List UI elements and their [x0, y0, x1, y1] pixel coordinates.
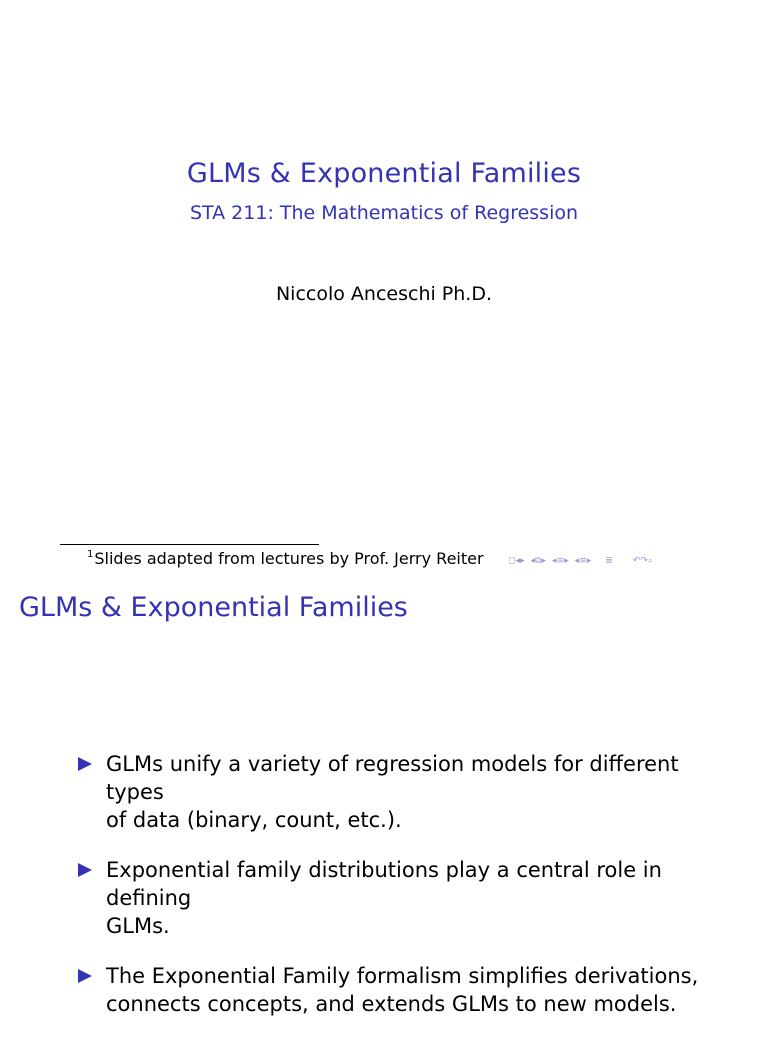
bullet-text-line: connects concepts, and extends GLMs to new models. [106, 992, 677, 1016]
frame-title: GLMs & Exponential Families [19, 592, 408, 623]
nav-left-icon[interactable]: ◂ [515, 556, 521, 566]
author-name: Niccolo Anceschi Ph.D. [275, 283, 493, 305]
list-item [78, 856, 718, 940]
bullet-list [78, 750, 718, 1040]
nav-right-icon[interactable]: ▸ [586, 556, 592, 566]
beamer-navigation-bar [508, 556, 653, 566]
subsection-icon[interactable]: ≡ [556, 556, 565, 566]
footnote [87, 549, 502, 568]
frame-icon[interactable]: ⧉ [535, 556, 542, 566]
nav-right-icon[interactable]: ▸ [564, 556, 569, 566]
triangle-bullet-icon [78, 757, 92, 771]
footnote-text: Slides adapted from lectures by Prof. Jerry Reiter [94, 549, 484, 568]
bullet-text-line: Exponential family distributions play a central role in defining [106, 858, 662, 910]
bullet-text-line: GLMs unify a variety of regression models for different types [106, 752, 679, 804]
nav-right-icon[interactable]: ▸ [541, 556, 547, 566]
nav-left-icon[interactable]: ◂ [552, 556, 557, 566]
presentation-title: GLMs & Exponential Families [186, 158, 582, 189]
section-icon[interactable]: ≡ [579, 556, 587, 566]
nav-right-icon[interactable]: ▸ [520, 556, 525, 566]
list-item [78, 750, 718, 834]
search-icon[interactable]: ↶↷⌕ [632, 556, 653, 566]
footnote-marker: 1 [87, 549, 94, 560]
bullet-text-line: The Exponential Family formalism simplifies derivations, [106, 964, 699, 988]
slide-icon[interactable]: ◻ [508, 556, 516, 566]
nav-left-icon[interactable]: ◂ [574, 556, 580, 566]
bullet-text-line: of data (binary, count, etc.). [106, 808, 402, 832]
presentation-subtitle: STA 211: The Mathematics of Regression [189, 202, 579, 224]
bullet-text-line: GLMs. [106, 914, 170, 938]
triangle-bullet-icon [78, 969, 92, 983]
nav-left-icon[interactable]: ◂ [530, 556, 536, 566]
content-slide [0, 578, 768, 1024]
align-icon[interactable]: ≣ [605, 556, 613, 566]
footnote-rule [60, 544, 319, 545]
list-item [78, 962, 718, 1018]
triangle-bullet-icon [78, 863, 92, 877]
